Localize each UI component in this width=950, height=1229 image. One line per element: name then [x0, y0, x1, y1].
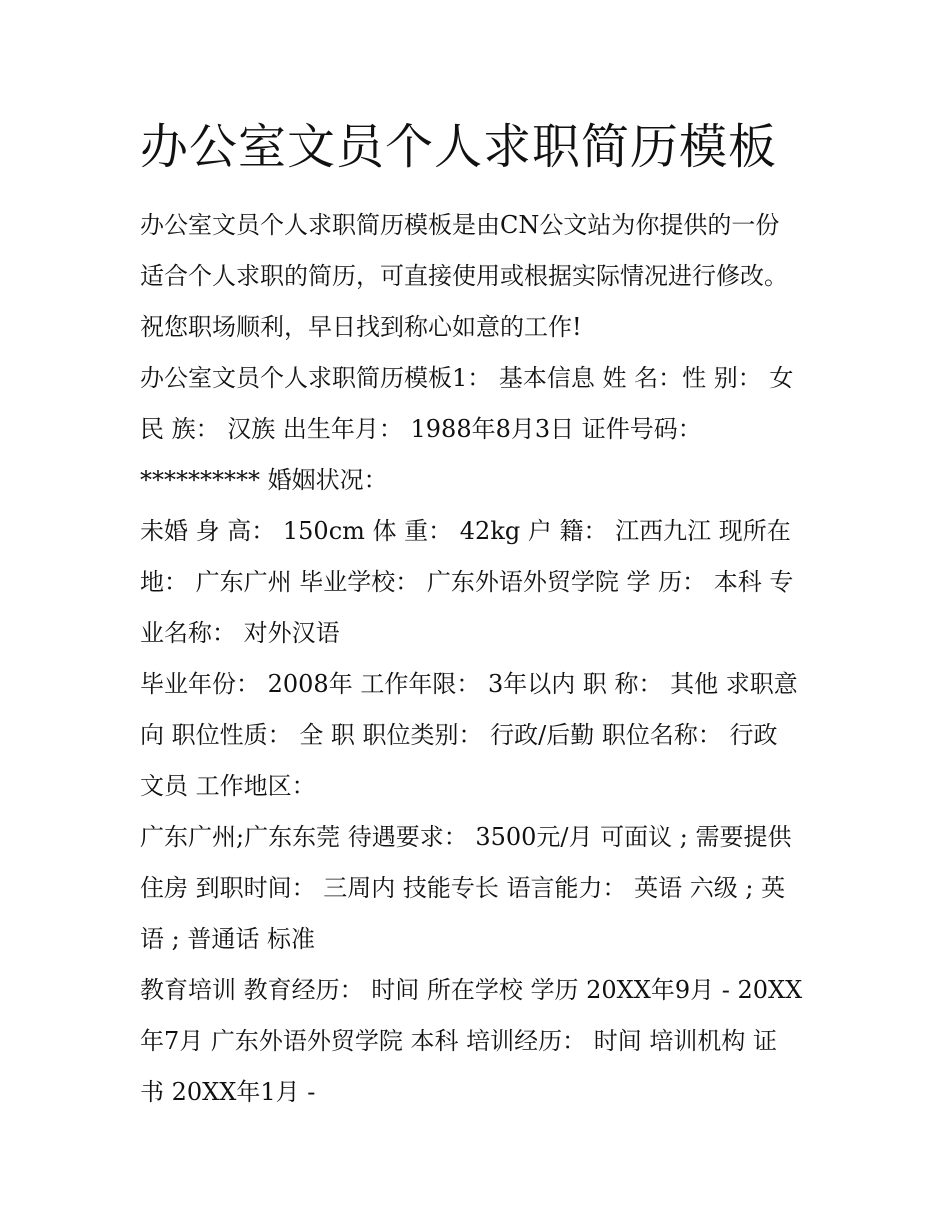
- document-body: [140, 200, 812, 1118]
- body-line: 书 20XX年1月 -: [140, 1078, 316, 1106]
- body-line: 办公室文员个人求职简历模板1： 基本信息 姓 名：性 别： 女: [140, 364, 794, 392]
- body-line: 地： 广东广州 毕业学校： 广东外语外贸学院 学 历： 本科 专: [140, 568, 794, 596]
- body-line: 适合个人求职的简历，可直接使用或根据实际情况进行修改。: [140, 262, 788, 290]
- body-line: 文员 工作地区：: [140, 772, 316, 800]
- body-line: 住房 到职时间： 三周内 技能专长 语言能力： 英语 六级 ; 英: [140, 874, 786, 902]
- document-page: [140, 0, 812, 1118]
- body-line: 语 ; 普通话 标准: [140, 925, 315, 953]
- body-line: ********** 婚姻状况：: [140, 466, 388, 494]
- body-line: 毕业年份： 2008年 工作年限： 3年以内 职 称： 其他 求职意: [140, 670, 798, 698]
- body-line: 未婚 身 高： 150cm 体 重： 42kg 户 籍： 江西九江 现所在: [140, 517, 791, 545]
- body-line: 办公室文员个人求职简历模板是由CN公文站为你提供的一份: [140, 211, 780, 239]
- body-line: 民 族： 汉族 出生年月： 1988年8月3日 证件号码：: [140, 415, 702, 443]
- document-title: 办公室文员个人求职简历模板: [140, 119, 778, 175]
- body-line: 向 职位性质： 全 职 职位类别： 行政/后勤 职位名称： 行政: [140, 721, 778, 749]
- body-line: 教育培训 教育经历： 时间 所在学校 学历 20XX年9月 - 20XX: [140, 976, 803, 1004]
- body-line: 年7月 广东外语外贸学院 本科 培训经历： 时间 培训机构 证: [140, 1027, 778, 1055]
- body-line: 祝您职场顺利，早日找到称心如意的工作!: [140, 313, 582, 341]
- body-line: 业名称： 对外汉语: [140, 619, 340, 647]
- body-line: 广东广州;广东东莞 待遇要求： 3500元/月 可面议 ; 需要提供: [140, 823, 792, 851]
